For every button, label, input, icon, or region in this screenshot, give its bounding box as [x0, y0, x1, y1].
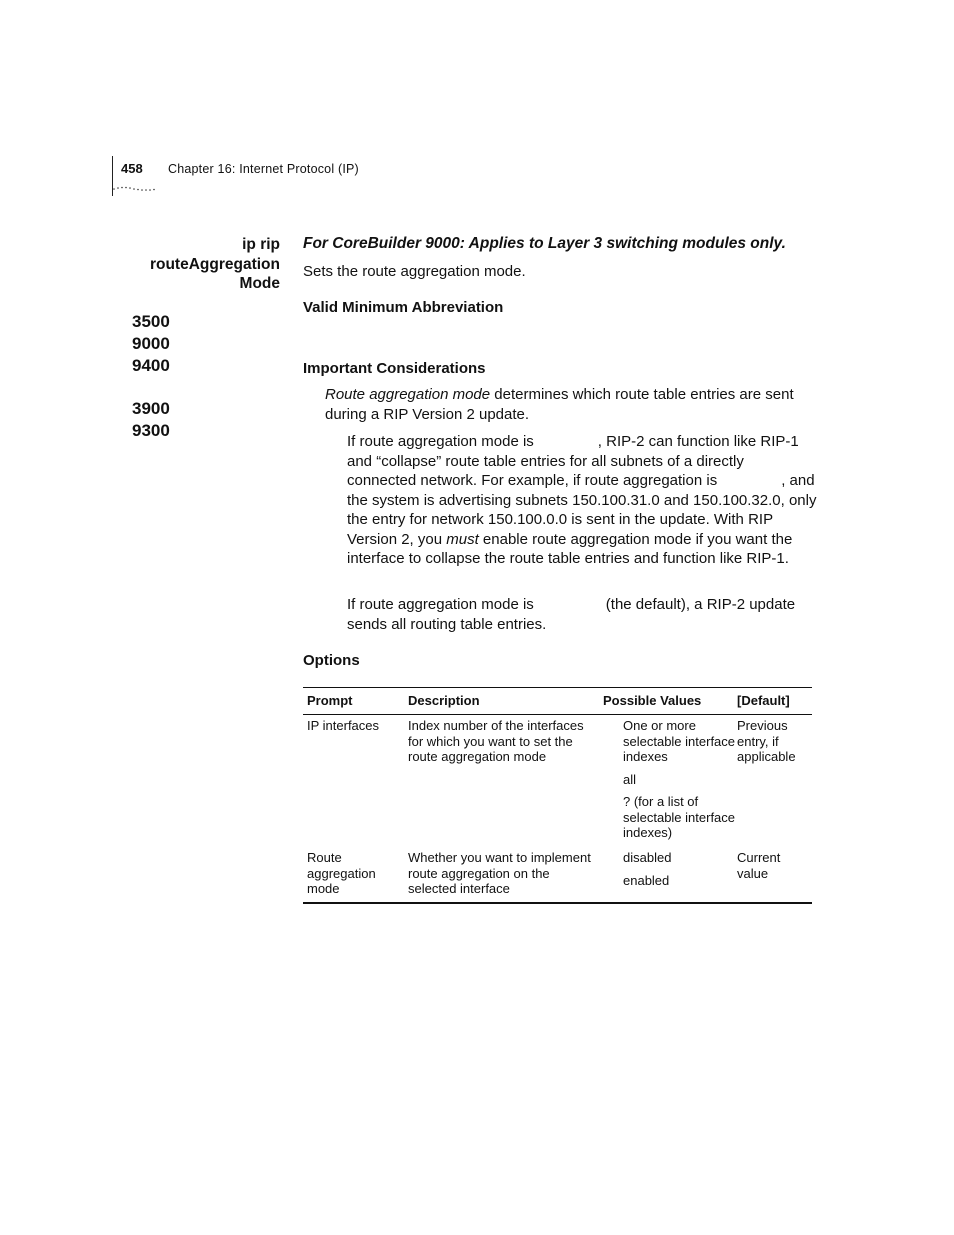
options-heading: Options	[303, 652, 360, 669]
table-row	[303, 715, 812, 849]
command-line-2: routeAggregation	[149, 255, 280, 273]
column-header: Description	[408, 693, 480, 708]
table-header-row	[303, 688, 812, 715]
important-considerations-heading: Important Considerations	[303, 360, 486, 377]
platform-label: 9300	[132, 421, 170, 440]
value-option: One or more selectable interface indexes	[623, 718, 736, 764]
description-cell: Index number of the interfaces for which you want to set the route aggregation mode	[408, 718, 584, 764]
consideration-disabled: If route aggregation mode is (the default), a RIP-2 update sends all routing table entries.	[347, 596, 796, 633]
dotted-rule-icon	[112, 186, 156, 192]
platform-label: 9400	[132, 356, 170, 375]
description-cell: Whether you want to implement route aggregation on the selected interface	[408, 850, 591, 896]
valid-abbreviation-heading: Valid Minimum Abbreviation	[303, 299, 504, 316]
prompt-cell: Route aggregation mode	[307, 850, 376, 896]
command-name	[150, 235, 280, 294]
consideration-enabled: If route aggregation mode is , RIP-2 can function like RIP-1 and “collapse” route table entries for all subnets of a directly connected network. For example, if route aggregation is , and the system is advertising subnets 150.100.31.0 and 150.100.32.0, only the entry for network 150.100.0.0 is sent in the update. With RIP Version 2, you must enable route aggregation mode if you want the interface to collapse the route table entries and function like RIP-1.	[347, 433, 817, 567]
consideration-intro: Route aggregation mode determines which route table entries are sent during a RIP Version 2 update.	[325, 386, 794, 423]
default-cell: Current value	[737, 850, 781, 881]
prompt-cell: IP interfaces	[307, 718, 380, 733]
platform-label: 3500	[132, 312, 170, 331]
chapter-title: Chapter 16: Internet Protocol (IP)	[168, 162, 359, 176]
value-option: all	[623, 771, 637, 787]
values-cell	[623, 850, 735, 895]
applies-to-note: For CoreBuilder 9000: Applies to Layer 3 switching modules only.	[303, 235, 786, 252]
values-cell	[623, 718, 735, 848]
platform-label: 9000	[132, 334, 170, 353]
command-line-3: Mode	[239, 275, 280, 292]
command-description: Sets the route aggregation mode.	[303, 263, 526, 280]
column-header: Possible Values	[603, 693, 702, 708]
value-option: ? (for a list of selectable interface indexes)	[623, 794, 736, 840]
value-option: enabled	[623, 872, 670, 888]
options-table	[303, 687, 812, 904]
column-header: Prompt	[307, 693, 353, 708]
command-line-1: ip rip	[242, 236, 280, 253]
table-row	[303, 849, 812, 902]
default-cell: Previous entry, if applicable	[737, 718, 796, 764]
page-number: 458	[121, 161, 143, 176]
value-option: disabled	[623, 850, 672, 865]
platform-label: 3900	[132, 399, 170, 418]
column-header: [Default]	[737, 693, 790, 708]
route-aggregation-term: Route aggregation mode	[325, 386, 491, 403]
